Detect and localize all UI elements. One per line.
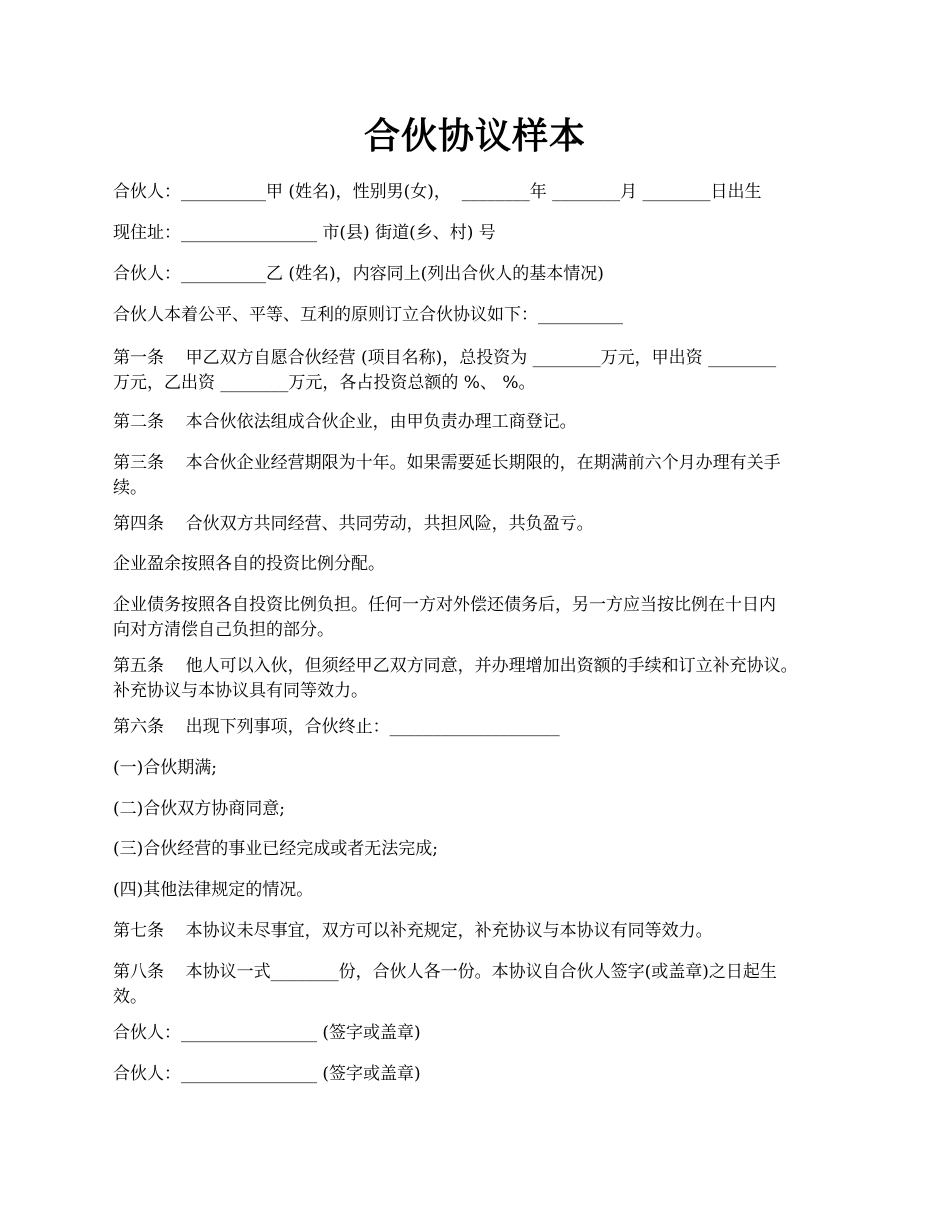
paragraph-profit-sharing: 企业盈余按照各自的投资比例分配。 bbox=[113, 554, 385, 574]
paragraph-article-3: 第三条 本合伙企业经营期限为十年。如果需要延长期限的，在期满前六个月办理有关手 续。 bbox=[113, 453, 781, 498]
list-item-2: (二)合伙双方协商同意; bbox=[113, 799, 285, 819]
paragraph-debt-sharing: 企业债务按照各自投资比例负担。任何一方对外偿还债务后，另一方应当按比例在十日内 向对方清偿自己负担的部分。 bbox=[113, 595, 776, 640]
paragraph-article-2: 第二条 本合伙依法组成合伙企业，由甲负责办理工商登记。 bbox=[113, 412, 577, 432]
paragraph-partner-a: 合伙人：__________甲 (姓名)，性别男(女)， ________年 ________月 ________日出生 bbox=[113, 182, 762, 202]
paragraph-address: 现住址：________________ 市(县) 街道(乡、村) 号 bbox=[113, 223, 496, 243]
list-item-1: (一)合伙期满; bbox=[113, 758, 217, 778]
paragraph-article-4: 第四条 合伙双方共同经营、共同劳动，共担风险，共负盈亏。 bbox=[113, 514, 594, 534]
paragraph-article-5: 第五条 他人可以入伙，但须经甲乙双方同意，并办理增加出资额的手续和订立补充协议。 补充协议与本协议具有同等效力。 bbox=[113, 656, 798, 701]
paragraph-partner-b: 合伙人：__________乙 (姓名)，内容同上(列出合伙人的基本情况) bbox=[113, 264, 604, 284]
paragraph-article-7: 第七条 本协议未尽事宜，双方可以补充规定，补充协议与本协议有同等效力。 bbox=[113, 921, 713, 941]
document-title: 合伙协议样本 bbox=[363, 115, 586, 157]
list-item-3: (三)合伙经营的事业已经完成或者无法完成; bbox=[113, 839, 438, 859]
list-item-4: (四)其他法律规定的情况。 bbox=[113, 880, 314, 900]
paragraph-preamble: 合伙人本着公平、平等、互利的原则订立合伙协议如下：__________ bbox=[113, 305, 623, 325]
paragraph-article-8: 第八条 本协议一式________份，合伙人各一份。本协议自合伙人签字(或盖章)之日起生 效。 bbox=[113, 962, 777, 1007]
signature-line-partner-1: 合伙人：________________ (签字或盖章) bbox=[113, 1023, 421, 1043]
signature-line-partner-2: 合伙人：________________ (签字或盖章) bbox=[113, 1064, 421, 1084]
paragraph-article-1: 第一条 甲乙双方自愿合伙经营 (项目名称)，总投资为 ________万元，甲出资 ________ 万元，乙出资 ________万元，各占投资总额的 %、 %。 bbox=[113, 348, 777, 393]
paragraph-article-6: 第六条 出现下列事项，合伙终止：____________________ bbox=[113, 717, 560, 737]
